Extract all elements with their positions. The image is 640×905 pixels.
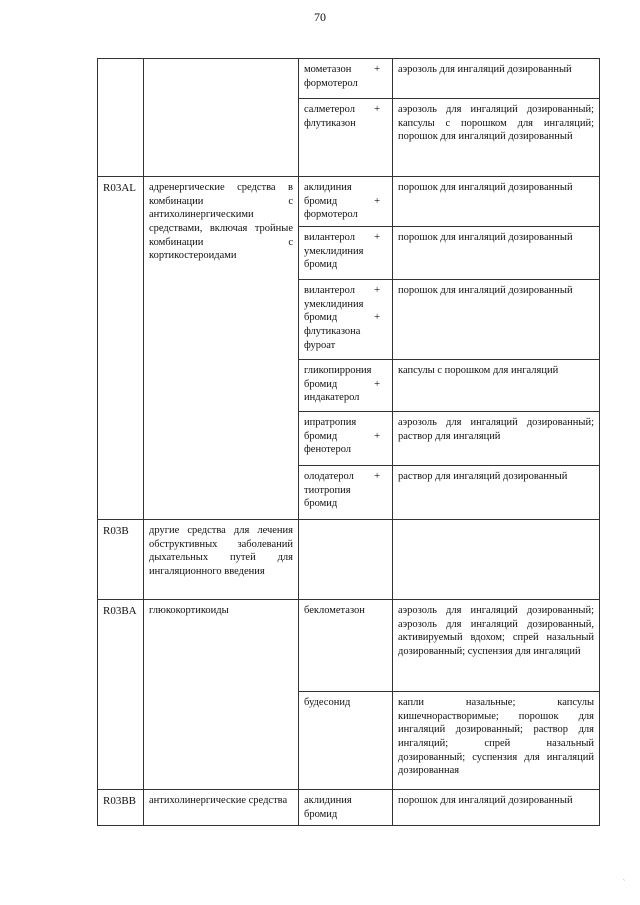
dosage-form-cell xyxy=(393,520,600,600)
dosage-form-cell: аэрозоль для ингаляций дозированный xyxy=(393,59,600,99)
group-cell: антихолинергические средства xyxy=(144,790,299,826)
group-cell xyxy=(144,59,299,177)
table-row xyxy=(98,600,600,692)
dosage-form-cell: порошок для ингаляций дозированный xyxy=(393,280,600,360)
table-row xyxy=(98,790,600,826)
drug-name-cell: мометазон + формотерол xyxy=(299,59,393,99)
table-row xyxy=(98,177,600,227)
atc-code-cell: R03BB xyxy=(98,790,144,826)
drug-name-cell: олодатерол + тиотропия бромид xyxy=(299,466,393,520)
drug-name-cell: салметерол + флутиказон xyxy=(299,99,393,177)
group-cell: другие средства для лечения обструктивных заболеваний дыхательных путей для ингаляционного введения xyxy=(144,520,299,600)
dosage-form-cell: аэрозоль для ингаляций дозированный; аэрозоль для ингаляций дозированный, активируемый вдохом; спрей назальный дозированный; суспензия для ингаляций xyxy=(393,600,600,692)
drug-name-cell: будесонид xyxy=(299,692,393,790)
page-number: 70 xyxy=(314,10,326,24)
drug-name-cell: беклометазон xyxy=(299,600,393,692)
table-row xyxy=(98,59,600,99)
dosage-form-cell: порошок для ингаляций дозированный xyxy=(393,227,600,280)
drug-name-cell xyxy=(299,520,393,600)
drug-name-cell: гликопиррония бромид + индакатерол xyxy=(299,360,393,412)
drug-name-cell: вилантерол + умеклидиния бромид xyxy=(299,227,393,280)
dosage-form-cell: капсулы с порошком для ингаляций xyxy=(393,360,600,412)
dosage-form-cell: аэрозоль для ингаляций дозированный; капсулы с порошком для ингаляций; порошок для ингаляций дозированный xyxy=(393,99,600,177)
drug-name-cell: вилантерол + умеклидиния бромид + флутиказона фуроат xyxy=(299,280,393,360)
drug-name-cell: ипратропия бромид + фенотерол xyxy=(299,412,393,466)
group-cell: глюкокортикоиды xyxy=(144,600,299,790)
drug-name-cell: аклидиния бромид + формотерол xyxy=(299,177,393,227)
dosage-form-cell: порошок для ингаляций дозированный xyxy=(393,177,600,227)
dosage-form-cell: порошок для ингаляций дозированный xyxy=(393,790,600,826)
dosage-form-cell: аэрозоль для ингаляций дозированный; раствор для ингаляций xyxy=(393,412,600,466)
table-row xyxy=(98,520,600,600)
scan-mark: ` xyxy=(623,880,625,886)
dosage-form-cell: капли назальные; капсулы кишечнорастворимые; порошок для ингаляций дозированный; раствор для ингаляций; спрей назальный дозированный; суспензия для ингаляций дозированная xyxy=(393,692,600,790)
group-cell: адренергические средства в комбинации с антихолинергическими средствами, включая тройные комбинации с кортикостероидами xyxy=(144,177,299,520)
atc-code-cell: R03AL xyxy=(98,177,144,520)
drug-name-cell: аклидиния бромид xyxy=(299,790,393,826)
atc-code-cell: R03B xyxy=(98,520,144,600)
dosage-form-cell: раствор для ингаляций дозированный xyxy=(393,466,600,520)
atc-code-cell xyxy=(98,59,144,177)
atc-code-cell: R03BA xyxy=(98,600,144,790)
drug-table xyxy=(97,58,600,826)
